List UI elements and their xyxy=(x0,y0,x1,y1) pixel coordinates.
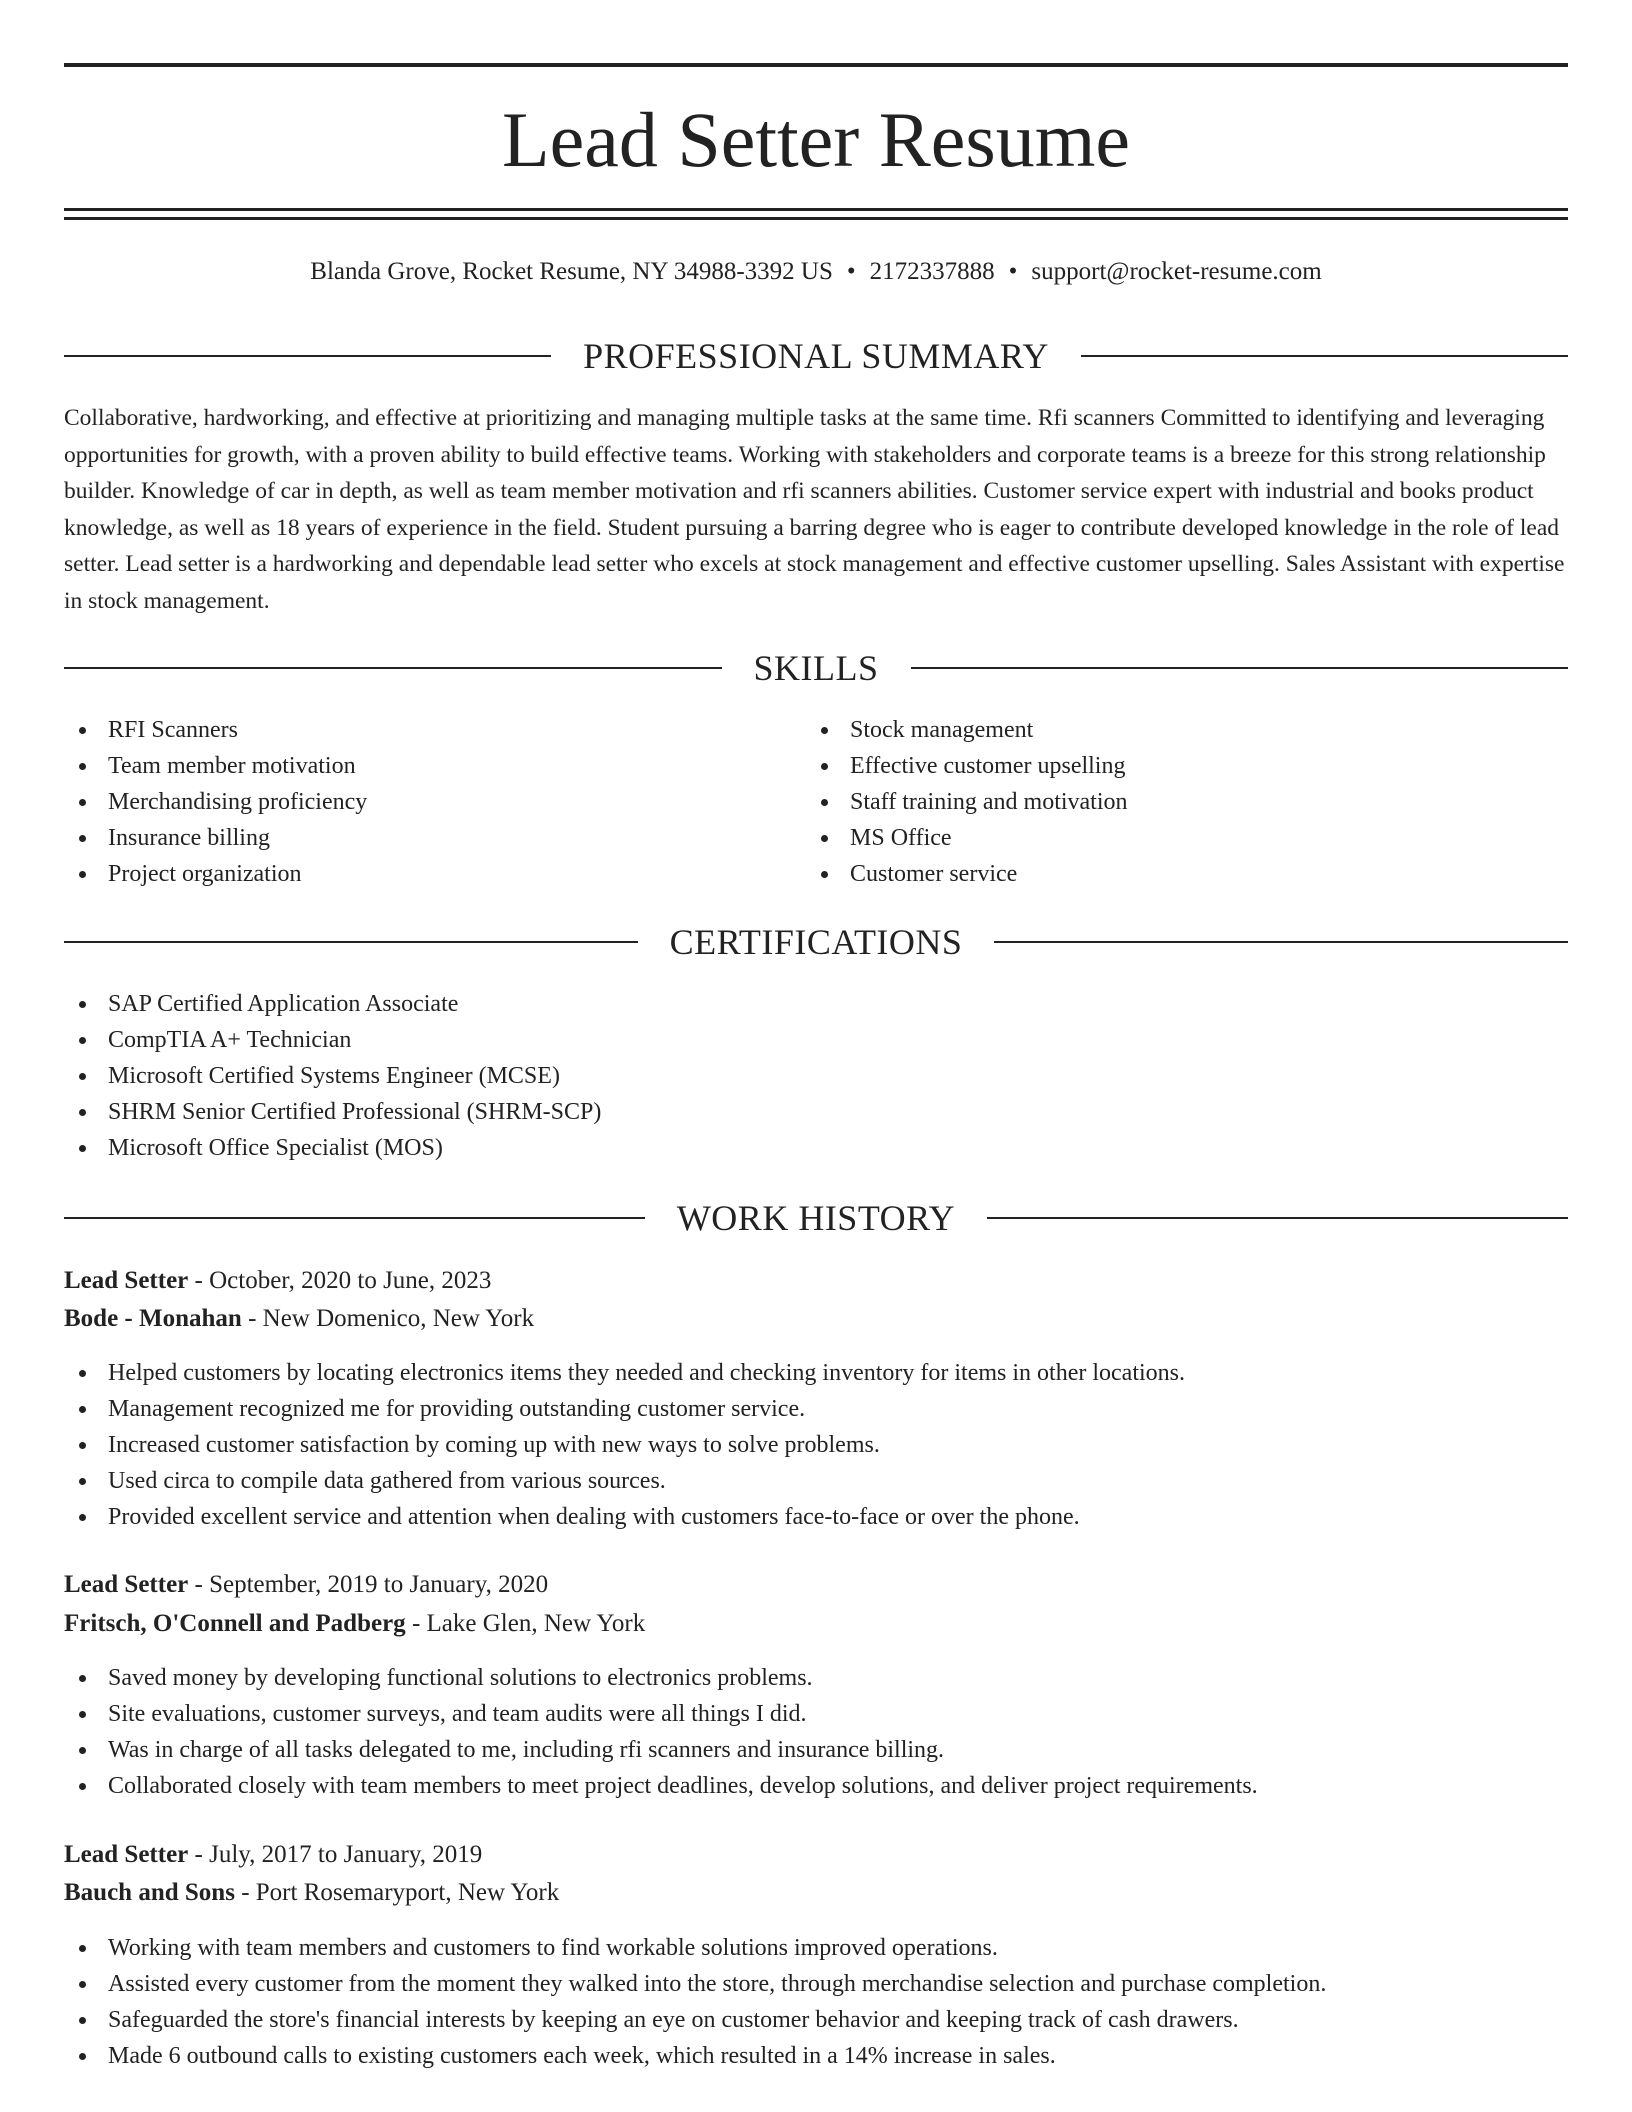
job-company-line xyxy=(64,1300,1568,1338)
resume-title: Lead Setter Resume xyxy=(501,96,1131,183)
skill-item: Merchandising proficiency xyxy=(64,784,764,820)
job-bullet: Site evaluations, customer surveys, and team audits were all things I did. xyxy=(64,1696,1568,1732)
heading-rule-right xyxy=(911,667,1569,669)
job-bullets xyxy=(64,1930,1568,2074)
job-role-line xyxy=(64,1836,1568,1874)
skills-heading: SKILLS xyxy=(753,648,879,688)
skill-item: Insurance billing xyxy=(64,820,764,856)
job-bullet: Working with team members and customers to find workable solutions improved operations. xyxy=(64,1930,1568,1966)
certifications-list xyxy=(64,986,1568,1166)
job-dates: July, 2017 to January, 2019 xyxy=(209,1841,483,1868)
job-dash: - xyxy=(405,1610,427,1637)
job-dates: October, 2020 to June, 2023 xyxy=(209,1267,492,1294)
job-company-line xyxy=(64,1874,1568,1912)
job-role: Lead Setter xyxy=(64,1571,189,1598)
heading-rule-left xyxy=(64,941,638,943)
heading-rule-left xyxy=(64,667,722,669)
skill-item: RFI Scanners xyxy=(64,712,764,748)
job-location: New Domenico, New York xyxy=(262,1305,535,1332)
certification-item: Microsoft Certified Systems Engineer (MCSE) xyxy=(64,1058,1568,1094)
job-bullets xyxy=(64,1660,1568,1804)
job-company: Fritsch, O'Connell and Padberg xyxy=(64,1610,406,1637)
job-company-line xyxy=(64,1605,1568,1643)
job-role-line xyxy=(64,1262,1568,1300)
job-bullet: Management recognized me for providing outstanding customer service. xyxy=(64,1391,1568,1427)
job-bullet: Assisted every customer from the moment they walked into the store, through merchandise selection and purchase completion. xyxy=(64,1966,1568,2002)
certification-item: Microsoft Office Specialist (MOS) xyxy=(64,1130,1568,1166)
skill-item: Stock management xyxy=(806,712,1506,748)
job-bullet: Helped customers by locating electronics items they needed and checking inventory for items in other locations. xyxy=(64,1355,1568,1391)
heading-rule-left xyxy=(64,1217,645,1219)
certifications-heading: CERTIFICATIONS xyxy=(669,922,963,962)
job-company: Bode - Monahan xyxy=(64,1305,242,1332)
job-role: Lead Setter xyxy=(64,1841,189,1868)
job-bullet: Safeguarded the store's financial interests by keeping an eye on customer behavior and keeping track of cash drawers. xyxy=(64,2002,1568,2038)
job-bullet: Increased customer satisfaction by coming up with new ways to solve problems. xyxy=(64,1427,1568,1463)
certification-item: CompTIA A+ Technician xyxy=(64,1022,1568,1058)
skill-item: Customer service xyxy=(806,856,1506,892)
contact-line xyxy=(64,254,1568,290)
job-dash: - xyxy=(234,1879,256,1906)
job-dash: - xyxy=(188,1267,210,1294)
job-dates: September, 2019 to January, 2020 xyxy=(209,1571,549,1598)
contact-separator: • xyxy=(1008,258,1018,285)
job-location: Port Rosemaryport, New York xyxy=(255,1879,560,1906)
job-location: Lake Glen, New York xyxy=(426,1610,646,1637)
heading-rule-right xyxy=(1081,355,1568,357)
heading-rule-right xyxy=(994,941,1568,943)
job-bullet: Used circa to compile data gathered from various sources. xyxy=(64,1463,1568,1499)
skills-list-right xyxy=(806,712,1506,892)
job-bullet: Saved money by developing functional solutions to electronics problems. xyxy=(64,1660,1568,1696)
heading-rule-left xyxy=(64,355,551,357)
job-dash: - xyxy=(188,1571,210,1598)
top-rule xyxy=(64,63,1568,67)
job-role-line xyxy=(64,1566,1568,1604)
skill-item: Team member motivation xyxy=(64,748,764,784)
contact-email[interactable]: support@rocket-resume.com xyxy=(1031,258,1322,285)
job-bullet: Collaborated closely with team members to meet project deadlines, develop solutions, and deliver project requirements. xyxy=(64,1768,1568,1804)
job-dash: - xyxy=(188,1841,210,1868)
skills-heading-row xyxy=(64,648,1568,688)
job-bullet: Made 6 outbound calls to existing customers each week, which resulted in a 14% increase in sales. xyxy=(64,2038,1568,2074)
heading-rule-right xyxy=(987,1217,1568,1219)
job-role: Lead Setter xyxy=(64,1267,189,1294)
summary-heading: PROFESSIONAL SUMMARY xyxy=(583,336,1049,376)
certifications-heading-row xyxy=(64,922,1568,962)
skill-item: Project organization xyxy=(64,856,764,892)
skills-list-left xyxy=(64,712,764,892)
title-double-rule xyxy=(64,208,1568,220)
skill-item: Effective customer upselling xyxy=(806,748,1506,784)
certification-item: SHRM Senior Certified Professional (SHRM-SCP) xyxy=(64,1094,1568,1130)
job-bullet: Was in charge of all tasks delegated to me, including rfi scanners and insurance billing. xyxy=(64,1732,1568,1768)
skill-item: MS Office xyxy=(806,820,1506,856)
job-bullet: Provided excellent service and attention when dealing with customers face-to-face or over the phone. xyxy=(64,1499,1568,1535)
work-history-heading: WORK HISTORY xyxy=(676,1198,956,1238)
contact-phone: 2172337888 xyxy=(869,258,995,285)
job-bullets xyxy=(64,1355,1568,1535)
summary-text: Collaborative, hardworking, and effective at prioritizing and managing multiple tasks at the same time. Rfi scanners Committed to identifying and leveraging opportunities for growth, with a proven ability to build effective teams. Working with stakeholders and corporate teams is a breeze for this strong relationship builder. Knowledge of car in depth, as well as team member motivation and rfi scanners abilities. Customer service expert with industrial and books product knowledge, as well as 18 years of experience in the field. Student pursuing a barring degree who is eager to contribute developed knowledge in the role of lead setter. Lead setter is a hardworking and dependable lead setter who excels at stock management and effective customer upselling. Sales Assistant with expertise in stock management. xyxy=(64,405,1565,614)
work-history-heading-row xyxy=(64,1198,1568,1238)
skill-item: Staff training and motivation xyxy=(806,784,1506,820)
summary-heading-row xyxy=(64,336,1568,376)
job-dash: - xyxy=(241,1305,263,1332)
job-company: Bauch and Sons xyxy=(64,1879,235,1906)
certification-item: SAP Certified Application Associate xyxy=(64,986,1568,1022)
contact-address: Blanda Grove, Rocket Resume, NY 34988-3392 US xyxy=(310,258,833,285)
contact-separator: • xyxy=(846,258,856,285)
